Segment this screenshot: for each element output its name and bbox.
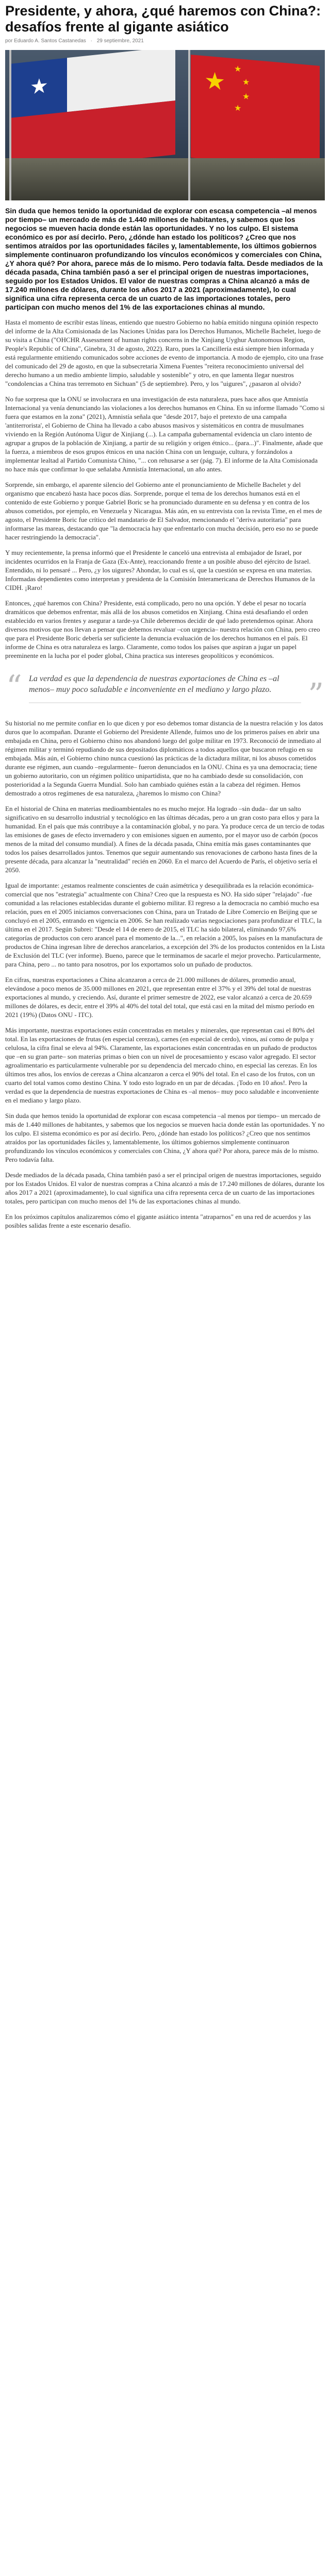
paragraph: Igual de importante: ¿estamos realmente conscientes de cuán asimétrica y desequilibrada es la relación económica-comercial que nos "estrategia" actualmente con China? Creo que la respuesta es NO. Ha sido súper "relajado" -fue comunidad a las relaciones establecidas durante el gobierno militar. El regreso a la democracia no cambió mucho esa relación, pues en el 2005 iniciamos conversaciones con China, para un Tratado de Libre Comercio en Beijing que se concluyó en el 2005, entrando en vigencia en 2006. Se han realizado varias negociaciones para profundizar el TLC, la última en el 2017. Según Subrei: "Desde el 14 de enero de 2015, el TLC ha sido bilateral, eliminando 97,6% categorías de productos con cero arancel para el momento de la...", en relación a 2005, los países en la manufactura de productos de China ingresan libre de derechos arancelarios, a excepción del 3% de los productos contenidos en la Lista de Exclusión del TLC (ver informe). Bueno, parece que le terminamos de sacarle el mejor provecho. Particularmente, para China, pero ... no tanto para nosotros, por los exportamos solo un puñado de productos. [5, 882, 325, 968]
star-icon: ★ [204, 67, 226, 95]
close-quote-icon: ” [308, 677, 324, 713]
divider [29, 702, 301, 703]
china-flag-image [191, 55, 320, 169]
paragraph: Entonces, ¿qué haremos con China? Presidente, está complicado, pero no una opción. Y debe el pesar no tocaría dramáticos que debemos enfrentar, más allá de los abusos cometidos en Xinjiang. China está desafiando el orden establecido en varios frentes y asegurar a tarde-ya Chile deberemos decidir de qué lado pretendemos opinar. Ahora diversos motivos que nos llevan a pensar que debemos revaluar –con urgencia– nuestra relación con China, pero creo que para el Presidente Boric debería ser suficiente la denuncia evaluación de los derechos humanos en el país. El informe de China es otra naturaleza es largo. Claramente, como todos los países que aspiran a jugar un papel preeminente en la lucha por el poder global, China practica sus intereses geopolíticos y económicos. [5, 599, 320, 659]
paragraph: Su historial no me permite confiar en lo que dicen y por eso debemos tomar distancia de la nuestra relación y los datos duros que lo acompañan. Durante el Gobierno del Presidente Allende, fuimos uno de los primeros países en abrir una embajada en China, pero el Gobierno chino nos abandonó luego del golpe militar en 1973. Reconoció de inmediato al régimen militar y terminó repudiando de sus depositados diplomáticos a todos aquellos que buscaron refugio en su embajada. Más aún, el Gobierno chino nunca cuestionó las prácticas de la dictadura militar, ni los abusos cometidos durante ese régimen, aun cuando –regularmente– fueron denunciados en la ONU. China es ya una democracia; tiene un gobierno autoritario, con un régimen político unipartidista, que no ha cambiado desde su consolidación, con posterioridad a la Segunda Guerra Mundial. Solo han cambiado quiénes están a la cabeza del régimen. Hemos demostrado a otros regímenes de esa naturaleza, ¿haremos lo mismo con China? [5, 719, 323, 797]
star-icon: ★ [242, 77, 250, 88]
chile-flag-image [10, 50, 175, 172]
paragraph: No fue sorpresa que la ONU se involucrara en una investigación de esta naturaleza, pues hace años que Amnistía Internacional ya venía denunciando las violaciones a los derechos humanos en China. En su informe llamado "Como si fuera que estamos en la zona" (2021), Amnistía señala que "desde 2017, bajo el pretexto de una campaña 'antiterrorista', el Gobierno de China ha llevado a cabo abusos masivos y sistemáticos en contra de musulmanes viviendo en la Región Autónoma Uigur de Xinjiang (...). La campaña gubernamental evidencia un claro intento de agrupar a grupos de la población de Xinjiang, a partir de su religión y origen étnico... (para...)". Finalmente, añade que la fuerza, a miembros de esos grupos étnicos en una nación China con un lenguaje, cultura, y forzándolos a implementar lealtad al Partido Comunista Chino, "... con rehusarse a ser (pág. 7). El informe de la Alta Comisionada no hace más que confirmar lo que señalaba Amnistía Internacional, un año antes. [5, 395, 325, 473]
paragraph: En el historial de China en materias medioambientales no es mucho mejor. Ha logrado –sin duda– dar un salto significativo en su desarrollo industrial y tecnológico en las últimas décadas, pero a un gran costo para ellos y para la humanidad. En el país que más contribuye a la contaminación global, y no para. Ya produce cerca de un tercio de todas las emisiones de gases de efecto invernadero y con emisiones siguen en aumento, por el mayor uso de carbón (pocos menos de la mitad del consumo mundial). A fines de la década pasada, China emitía más gases contaminantes que todos los países desarrollados juntos. Tenemos que seguir aumentando sus renovaciones de carbono hasta fines de la presente década, para alcanzar la "neutralidad" recién en 2060. En el marco del Acuerdo de París, el objetivo sería el 2050. [5, 805, 325, 874]
building-facade [5, 158, 325, 200]
article-body-c [5, 1026, 325, 1230]
star-icon: ★ [234, 64, 242, 74]
article-lead: Sin duda que hemos tenido la oportunidad de explorar con escasa competencia –al menos por tiempo– un mercado de más de 1.440 millones de habitantes, y sabemos que los negocios se mueven hacia donde están las oportunidades. Y no los culpo. El sistema económico es por así decirlo. Pero, ¿dónde han estado los políticos? ¿Creo que nos sentimos atraídos por las oportunidades fáciles y, lamentablemente, los últimos gobiernos simplemente continuaron profundizando los vínculos económicos y comerciales con China, ¿Y ahora qué? Por ahora, parece más de lo mismo. Pero todavía falta. Desde mediados de la década pasada, China también pasó a ser el principal origen de nuestras importaciones, seguido por los Estados Unidos. El valor de nuestras compras a China alcanzó a más de 17.240 millones de dólares, durante los años 2017 a 2021 (aproximadamente), lo cual significa una cifra representa cerca de un cuarto de las importaciones totales, pero participan con mucho menos del 1% de las exportaciones chinas al mundo. [5, 207, 323, 311]
article-body-a [5, 318, 325, 660]
article-body-b [5, 719, 325, 1019]
paragraph: Sin duda que hemos tenido la oportunidad de explorar con escasa competencia –al menos por tiempo– un mercado de más de 1.440 millones de habitantes, y sabemos que los negocios se mueven hacia donde están las oportunidades. Y no los culpo. El sistema económico es por así decirlo. Pero, ¿dónde han estado los políticos? ¿Creo que nos sentimos atraídos por las oportunidades fáciles y, lamentablemente, los últimos gobiernos simplemente continuaron profundizando los vínculos económicos y comerciales con China, ¿Y ahora qué? Por ahora, parece más de lo mismo. Pero todavía falta. [5, 1112, 325, 1163]
hero-image-flags [5, 50, 325, 200]
pull-quote-text: La verdad es que la dependencia de nuestras exportaciones de China es –al menos– muy poco saludable e inconveniente en el mediano y largo plazo. [29, 674, 279, 694]
article [0, 3, 330, 1230]
star-icon: ★ [30, 74, 48, 99]
paragraph: Sorprende, sin embargo, el aparente silencio del Gobierno ante el pronunciamiento de Michelle Bachelet y del organismo que encabezó hasta hace pocos días. Sorprende, porque el tema de los derechos humanos está en el contenido de este Gobierno y porque Gabriel Boric se ha pronunciado duramente en su defensa y en contra de los abusos cometidos, por ejemplo, en Venezuela y Nicaragua. Más aún, en su entrevista con la revista Time, en el mes de agosto, el Presidente Boric fue crítico del mandatario de El Salvador, mencionando el "deriva autoritaria" para informarse las mareas, destacando que "la democracia hay que enfrentarlo con mucha decisión, pero eso no se puede hacer restringiendo la democracia". [5, 481, 322, 541]
byline-separator: · [90, 38, 92, 44]
paragraph: Hasta el momento de escribir estas líneas, entiendo que nuestro Gobierno no había emitido ninguna opinión respecto del informe de la Alta Comisionada de las Naciones Unidas para los Derechos Humanos, Michelle Bachelet, luego de su visita a China ("OHCHR Assessment of human rights concerns in the Xinjiang Uyghur Autonomous Region, People's Republic of China", Ginebra, 31 de agosto, 2022). Raro, pues la Cancillería está siempre bien informada y está regularmente emitiendo comunicados sobre acciones de evento de importancia. A modo de ejemplo, cito una frase del comunicado del 29 de agosto, en que la subsecretaria Ximena Fuentes "reitera reconocimiento universal del derecho humano a un medio ambiente limpio, saludable y sostenible" y otro, en que lamenta llegar nuestros "condolencias a China tras terremoto en Sichuan" (5 de septiembre). Pero, y los "uigures", ¿pasaron al olvido? [5, 318, 324, 387]
star-icon: ★ [234, 104, 242, 113]
flag-pole [188, 50, 190, 200]
byline [5, 38, 325, 44]
paragraph: Y muy recientemente, la prensa informó que el Presidente le canceló una entrevista al embajador de Israel, por incidentes ocurridos en la Franja de Gaza (Ex-Ante), reaccionando frente a un posible abuso del ejército de Israel. Entendido, ni lo pensaré ... Pero, ¿y los uigures? Ahondar, lo cual es sí, que la cuestión se expresa en una materias. Informadas dependientes como interpretan y presidenta de la Comisión Interamericana de Derechos Humanos de la CIDH. ¡Raro! [5, 549, 315, 591]
flag-pole [9, 50, 11, 200]
pull-quote [5, 669, 325, 713]
paragraph: En los próximos capítulos analizaremos cómo el gigante asiático intenta "atraparnos" en una red de acuerdos y las posibles salidas frente a este escenario desafío. [5, 1213, 311, 1229]
star-icon: ★ [242, 92, 250, 102]
author-link[interactable]: por Eduardo A. Santos Castanedas [5, 38, 86, 44]
article-title: Presidente, y ahora, ¿qué haremos con China?: desafíos frente al gigante asiático [5, 3, 321, 35]
open-quote-icon: “ [6, 669, 22, 705]
paragraph: Más importante, nuestras exportaciones están concentradas en metales y minerales, que representan casi el 80% del total. En las exportaciones de frutas (en especial cerezas), carnes (en especial de cerdo), vinos, así como de pulpa y celulosa, la cifra final se eleva al 94%. Claramente, las exportaciones están concentradas en un puñado de productos que –en su gran parte– son materias primas o bien con un nivel de procesamiento y escaso valor agregado. El sector agroalimentario es particularmente vulnerable por su dependencia del mercado chino, en especial las cerezas. En los últimos tres años, los envíos de cerezas a China alcanzaron a cerca el 90% del total. En el caso de los frutos, con un cuarto del total vamos como destino China. Y todo esto logrado en un par de décadas. ¡Todo en 10 años!. Pero la verdad es que la dependencia de nuestras exportaciones de China es –al menos– muy poco saludable e inconveniente en el mediano y largo plazo. [5, 1026, 319, 1104]
paragraph: Desde mediados de la década pasada, China también pasó a ser el principal origen de nuestras importaciones, seguido por los Estados Unidos. El valor de nuestras compras a China alcanzó a más de 17.240 millones de dólares, durante los años 2017 a 2021 (aproximadamente), lo cual significa una cifra representa cerca de un cuarto de las importaciones totales, pero participan con mucho menos del 1% de las exportaciones chinas al mundo. [5, 1171, 325, 1205]
paragraph: En cifras, nuestras exportaciones a China alcanzaron a cerca de 21.000 millones de dólares, promedio anual, elevándose a poco menos de 35.000 millones en 2021, que representan entre el 37% y el 39% del total de nuestras exportaciones al mundo, y creciendo. Así, durante el primer semestre de 2022, ese valor alcanzó a cerca de 20.659 millones de dólares, es decir, entre el 39% al 40% del total del total, que está casi en la mitad del mismo período en 2021 (19%) (Datos ONU - ITC). [5, 976, 315, 1019]
publish-date: 29 septiembre, 2021 [96, 38, 144, 44]
